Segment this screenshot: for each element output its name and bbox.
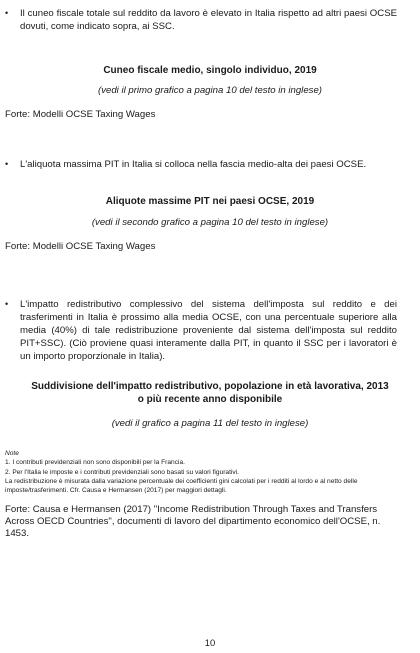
bullet-symbol: •	[5, 8, 9, 18]
note-item: La redistribuzione è misurata dalla variazione percentuale dei coefficienti gini calcolati per i redditi al lordo e al netto delle imposte/trasferimenti. Cfr. Causa e Hermansen (2017) per maggiori dettagli.	[5, 477, 358, 495]
section-subtitle-redistribution: (vedi il grafico a pagina 11 del testo in inglese)	[111, 418, 309, 429]
section-heading-pit-rates: Aliquote massime PIT nei paesi OCSE, 2019	[105, 196, 315, 207]
heading-line-1: Suddivisione dell'impatto redistributivo, popolazione in età lavorativa, 2013	[31, 381, 389, 392]
bullet-pit-rate	[5, 158, 397, 171]
bullet-redistribution	[5, 298, 397, 363]
section-source-pit-rates: Forte: Modelli OCSE Taxing Wages	[5, 241, 156, 252]
section-heading-redistribution	[0, 381, 420, 406]
bullet-text: L'impatto redistributivo complessivo del sistema dell'imposta sul reddito e dei trasferimenti in Italia è prossimo alla media OCSE, con una percentuale superiore alla media (40%) di tale redistribuzione proveniente dal sistema dell'imposta sul reddito PIT+SSC). (Ciò proviene quasi interamente dalla PIT, in quanto il SSC per i lavoratori è un importo proporzionale in Italia).	[20, 299, 397, 362]
section-source-tax-wedge: Forte: Modelli OCSE Taxing Wages	[5, 109, 156, 120]
bullet-text: L'aliquota massima PIT in Italia si colloca nella fascia medio-alta dei paesi OCSE.	[20, 159, 367, 170]
notes-block	[5, 449, 405, 495]
note-item: 2. Per l'Italia le imposte e i contributi previdenziali sono basati su valori figurativi.	[5, 468, 239, 476]
bullet-tax-wedge	[5, 7, 397, 33]
bullet-symbol: •	[5, 299, 9, 309]
bullet-symbol: •	[5, 159, 9, 169]
bullet-text: Il cuneo fiscale totale sul reddito da lavoro è elevato in Italia rispetto ad altri paesi OCSE dovuti, come indicato sopra, ai SSC.	[20, 8, 397, 32]
page-number: 10	[204, 637, 216, 648]
final-source: Forte: Causa e Hermansen (2017) "Income Redistribution Through Taxes and Transfers Across OECD Countries", documenti di lavoro del dipartimento economico dell'OCSE, n. 1453.	[5, 504, 381, 539]
section-heading-tax-wedge: Cuneo fiscale medio, singolo individuo, 2019	[103, 65, 317, 76]
notes-title: Note	[5, 450, 19, 457]
note-item: 1. I contributi previdenziali non sono disponibili per la Francia.	[5, 459, 185, 467]
heading-line-2: o più recente anno disponibile	[137, 393, 283, 405]
section-subtitle-tax-wedge: (vedi il primo grafico a pagina 10 del testo in inglese)	[98, 85, 322, 96]
section-subtitle-pit-rates: (vedi il secondo grafico a pagina 10 del testo in inglese)	[91, 217, 329, 228]
